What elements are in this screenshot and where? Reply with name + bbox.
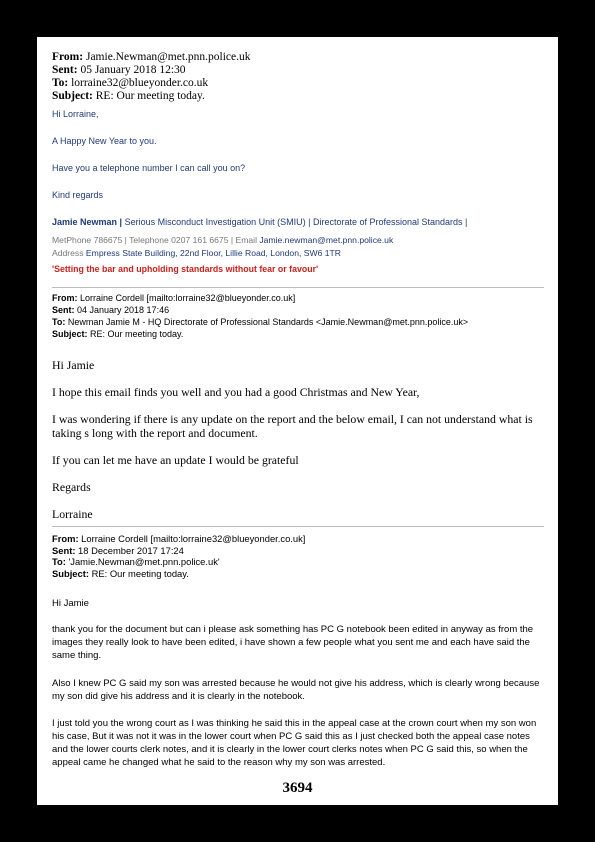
email3-header	[52, 533, 305, 579]
signature-motto: 'Setting the bar and upholding standards without fear or favour'	[52, 264, 319, 274]
sent-value: 04 January 2018 17:46	[74, 305, 170, 315]
subject-value: RE: Our meeting today.	[88, 567, 189, 579]
from-label: From:	[52, 533, 79, 544]
email2-closing: Regards	[52, 480, 91, 494]
subject-label: Subject:	[52, 329, 88, 339]
email2-paragraph-3: If you can let me have an update I would be grateful	[52, 453, 299, 467]
signature-email: Jamie.newman@met.pnn.police.uk	[259, 235, 394, 245]
signature-address-label: Address	[52, 248, 86, 258]
subject-label: Subject:	[52, 567, 89, 579]
from-value: Lorraine Cordell [mailto:lorraine32@blueyonder.co.uk]	[77, 293, 296, 303]
subject-value: RE: Our meeting today.	[87, 329, 184, 339]
subject-label: Subject:	[52, 90, 93, 102]
to-label: To:	[52, 77, 69, 89]
email1-header	[52, 51, 251, 103]
signature-address-value: Empress State Building, 22nd Floor, Lillie Road, London, SW6 1TR	[85, 248, 342, 258]
email3-paragraph-3: I just told you the wrong court as I was thinking he said this in the appeal case at the crown court when my son won his case, But it was not it was in the lower court when PC G said this as I just checked both the appeal case notes and the lower courts clerk notes, and it is clearly in the lower court clerks notes when PC G said this, so when the appeal came he changed what he said to the reason why my son was arrested.	[52, 718, 537, 768]
sent-value: 05 January 2018 12:30	[80, 64, 186, 76]
email2-header	[52, 292, 468, 340]
email2-paragraph-2: I was wondering if there is any update on the report and the below email, I can not understand what is taking s long with the report and document.	[52, 412, 533, 440]
divider	[52, 526, 544, 527]
sent-value: 18 December 2017 17:24	[75, 544, 184, 556]
email2-name: Lorraine	[52, 507, 93, 521]
page-number: 3694	[282, 780, 313, 796]
divider	[52, 287, 544, 288]
email-signature-line	[52, 217, 467, 227]
email3-greeting: Hi Jamie	[52, 598, 89, 609]
signature-contact	[52, 235, 393, 245]
sent-label: Sent:	[52, 305, 75, 315]
from-value: Lorraine Cordell [mailto:lorraine32@blueyonder.co.uk]	[78, 533, 306, 544]
sent-label: Sent:	[52, 64, 78, 76]
email1-line2: Have you a telephone number I can call you on?	[52, 163, 246, 173]
email1-greeting: Hi Lorraine,	[52, 109, 99, 119]
sent-label: Sent:	[52, 544, 76, 556]
email1-line1: A Happy New Year to you.	[52, 136, 157, 146]
to-label: To:	[52, 556, 66, 567]
signature-unit: Serious Misconduct Investigation Unit (SMIU) | Directorate of Professional Standards |	[122, 217, 468, 227]
to-value: lorraine32@blueyonder.co.uk	[71, 77, 209, 89]
from-value: Jamie.Newman@met.pnn.police.uk	[85, 51, 251, 63]
signature-address	[52, 248, 341, 258]
from-label: From:	[52, 51, 84, 63]
email3-paragraph-1: thank you for the document but can i please ask something has PC G notebook been edited in anyway as from the images they really look to have been edited, i have shown a few people what you sent me and each have said the same thing.	[52, 624, 534, 661]
email3-paragraph-2: Also I knew PC G said my son was arrested because he would not give his address, which is clearly wrong because my son did give his address and it is clearly in the notebook.	[52, 678, 540, 702]
email1-closing: Kind regards	[52, 190, 104, 200]
email2-paragraph-1: I hope this email finds you well and you had a good Christmas and New Year,	[52, 385, 420, 399]
from-label: From:	[52, 293, 78, 303]
to-value: 'Jamie.Newman@met.pnn.police.uk'	[65, 556, 220, 567]
signature-contact-prefix: MetPhone 786675 | Telephone 0207 161 6675 | Email	[52, 235, 260, 245]
email2-greeting: Hi Jamie	[52, 358, 95, 372]
signature-name: Jamie Newman |	[52, 217, 123, 227]
to-value: Newman Jamie M - HQ Directorate of Professional Standards <Jamie.Newman@met.pnn.police.uk>	[65, 317, 469, 327]
to-label: To:	[52, 317, 66, 327]
document-page	[37, 37, 558, 805]
subject-value: RE: Our meeting today.	[95, 90, 205, 102]
